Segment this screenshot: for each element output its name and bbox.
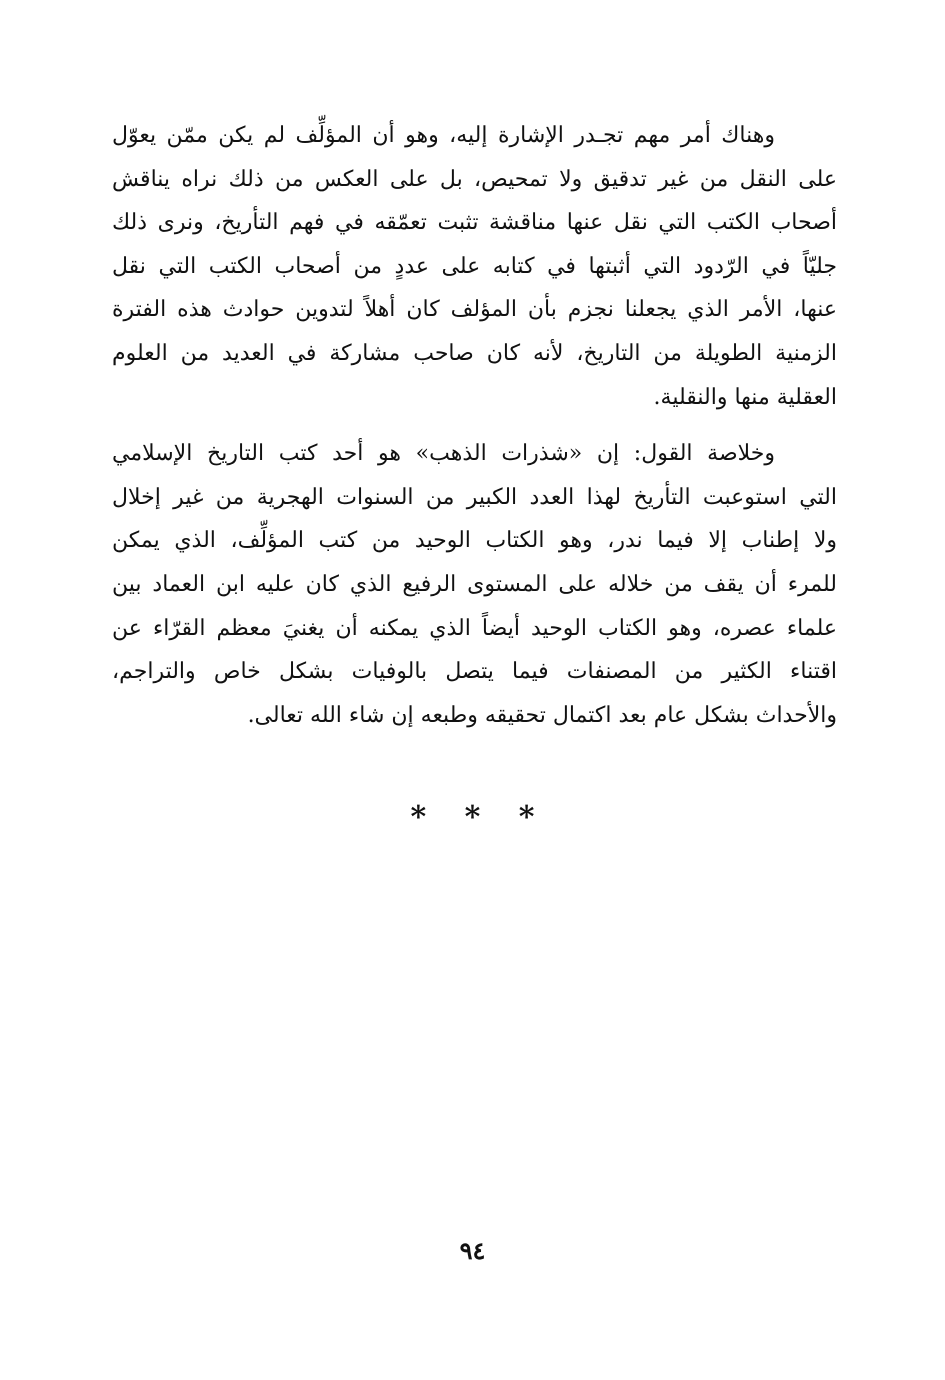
text-line: أصحاب الكتب التي نقل عنها مناقشة تثبت تعمّقه في فهم التأريخ، ونرى ذلك [112,210,837,236]
text-line: والأحداث بشكل عام بعد اكتمال تحقيقه وطبعه إن شاء الله تعالى. [247,702,837,728]
text-line: اقتناء الكثير من المصنفات فيما يتصل بالوفيات بشكل خاص والتراجم، [112,659,837,685]
text-line: على النقل من غير تدقيق ولا تمحيص، بل على العكس من ذلك نراه يناقش [112,166,837,192]
page-number: ٩٤ [459,1236,486,1265]
text-line: للمرء أن يقف من خلاله على المستوى الرفيع الذي كان عليه ابن العماد بين [112,571,837,597]
paragraph-2 [112,432,837,737]
paragraph-gap [112,419,837,432]
text-line: علماء عصره، وهو الكتاب الوحيد أيضاً الذي يمكنه أن يغنيَ معظم القرّاء عن [112,615,837,641]
text-line: ولا إطناب إلا فيما ندر، وهو الكتاب الوحيد من كتب المؤلِّف، الذي يمكن [112,528,837,554]
paragraph-1 [112,114,837,419]
text-line: التي استوعبت التأريخ لهذا العدد الكبير من السنوات الهجرية من غير إخلال [112,484,837,510]
body-text [112,114,837,737]
text-line: عنها، الأمر الذي يجعلنا نجزم بأن المؤلف كان أهلاً لتدوين حوادث هذه الفترة [112,297,837,323]
text-line: جليّاً في الرّدود التي أثبتها في كتابه على عددٍ من أصحاب الكتب التي نقل [112,253,837,279]
text-line: الزمنية الطويلة من التاريخ، لأنه كان صاحب مشاركة في العديد من العلوم [112,340,837,366]
text-line: العقلية منها والنقلية. [653,384,837,410]
section-separator: * * * [410,800,549,835]
text-line: وهناك أمر مهم تجـدر الإشارة إليه، وهو أن المؤلِّف لم يكن ممّن يعوّل [112,123,775,148]
text-line: وخلاصة القول: إن «شذرات الذهب» هو أحد كتب التاريخ الإسلامي [112,441,775,467]
